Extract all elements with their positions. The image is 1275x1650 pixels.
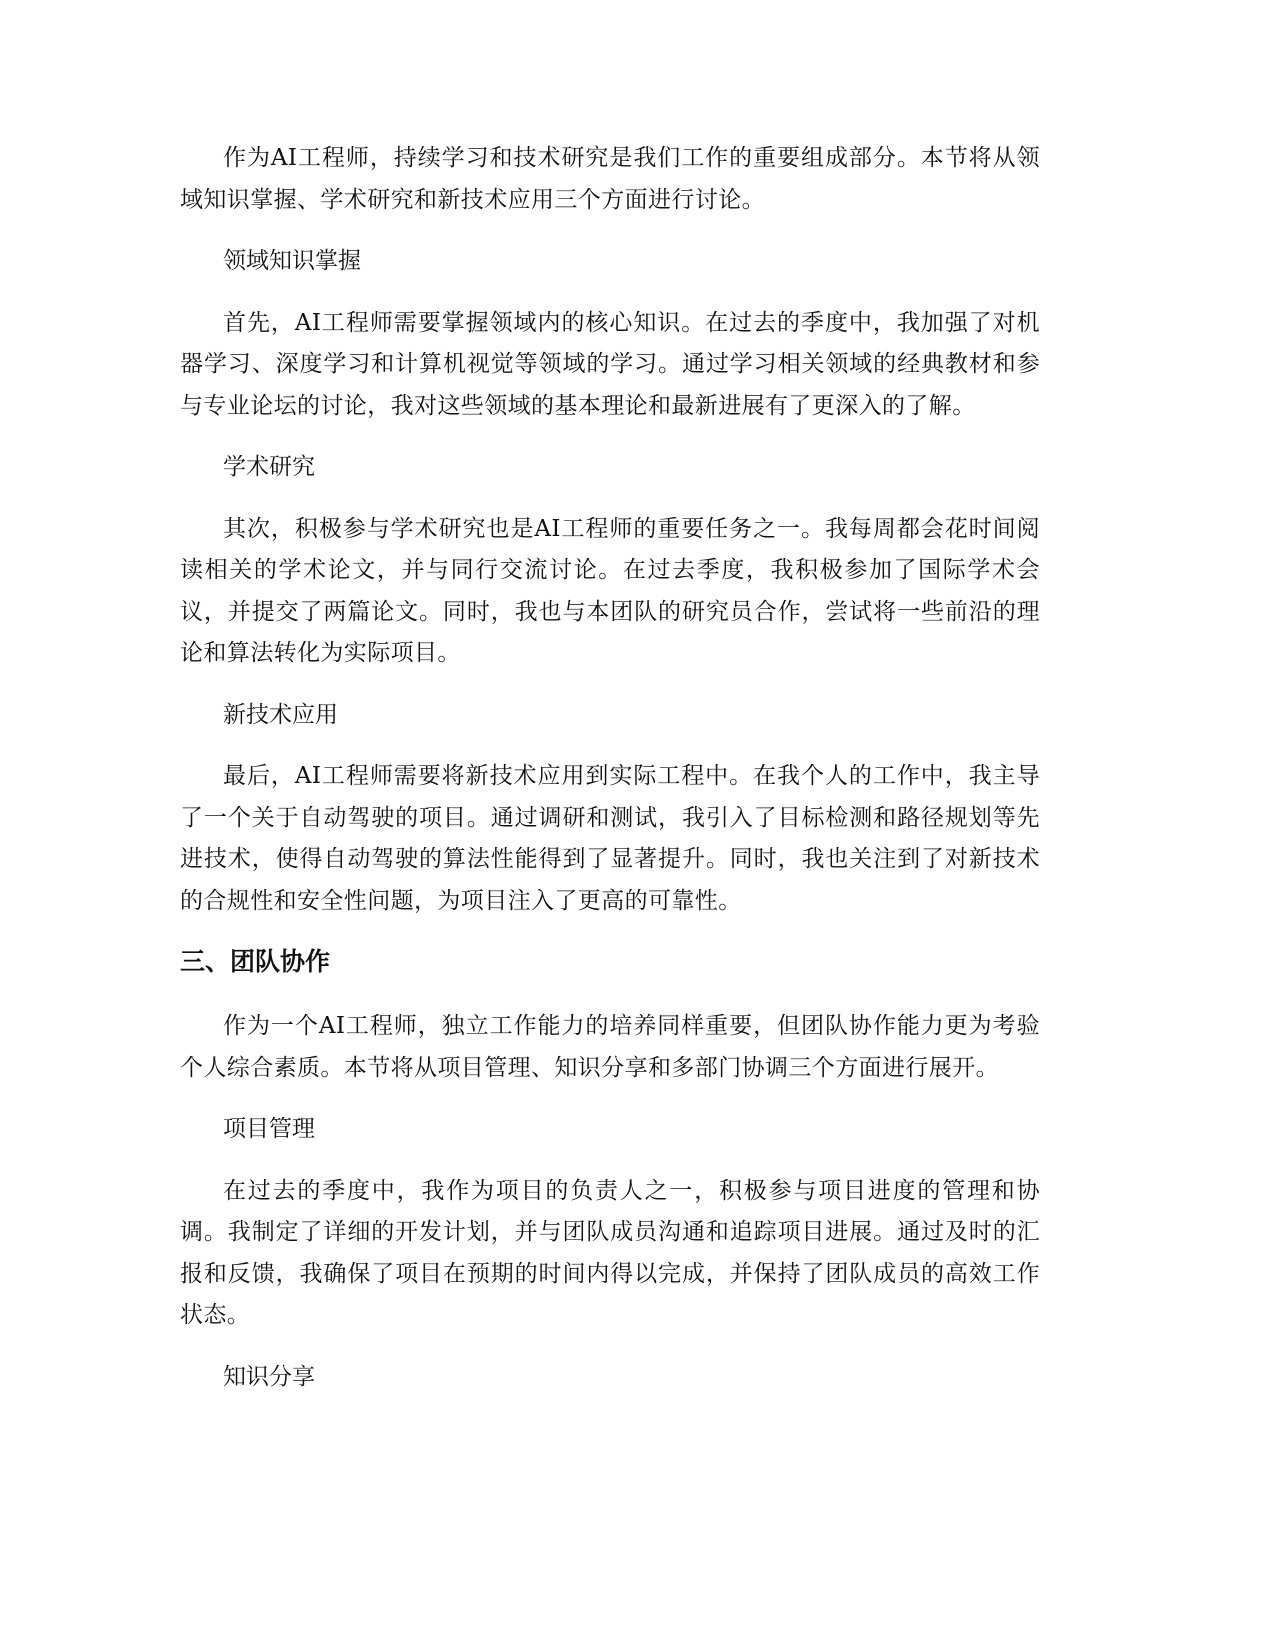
project-management-paragraph: 在过去的季度中，我作为项目的负责人之一，积极参与项目进度的管理和协调。我制定了详细的开发计划，并与团队成员沟通和追踪项目进展。通过及时的汇报和反馈，我确保了项目在预期的时间内得以完成，并保持了团队成员的高效工作状态。 xyxy=(180,1177,1040,1328)
new-tech-paragraph: 最后，AI工程师需要将新技术应用到实际工程中。在我个人的工作中，我主导了一个关于自动驾驶的项目。通过调研和测试，我引入了目标检测和路径规划等先进技术，使得自动驾驶的算法性能得到了显著提升。同时，我也关注到了对新技术的合规性和安全性问题，为项目注入了更高的可靠性。 xyxy=(180,763,1040,914)
document-page xyxy=(180,138,1040,1418)
subheading-academic-research: 学术研究 xyxy=(223,454,315,480)
academic-research-paragraph: 其次，积极参与学术研究也是AI工程师的重要任务之一。我每周都会花时间阅读相关的学术论文，并与同行交流讨论。在过去季度，我积极参加了国际学术会议，并提交了两篇论文。同时，我也与本团队的研究员合作，尝试将一些前沿的理论和算法转化为实际项目。 xyxy=(180,515,1040,666)
subheading-new-tech-application: 新技术应用 xyxy=(223,701,338,728)
subheading-knowledge-sharing: 知识分享 xyxy=(223,1363,315,1390)
subheading-domain-knowledge: 领域知识掌握 xyxy=(223,248,361,274)
subheading-project-management: 项目管理 xyxy=(223,1116,315,1142)
section-heading-teamwork: 三、团队协作 xyxy=(180,947,331,976)
intro-paragraph: 作为AI工程师，持续学习和技术研究是我们工作的重要组成部分。本节将从领域知识掌握、学术研究和新技术应用三个方面进行讨论。 xyxy=(180,145,1040,213)
teamwork-intro-paragraph: 作为一个AI工程师，独立工作能力的培养同样重要，但团队协作能力更为考验个人综合素质。本节将从项目管理、知识分享和多部门协调三个方面进行展开。 xyxy=(180,1013,1040,1081)
domain-knowledge-paragraph: 首先，AI工程师需要掌握领域内的核心知识。在过去的季度中，我加强了对机器学习、深度学习和计算机视觉等领域的学习。通过学习相关领域的经典教材和参与专业论坛的讨论，我对这些领域的基本理论和最新进展有了更深入的了解。 xyxy=(180,309,1040,419)
